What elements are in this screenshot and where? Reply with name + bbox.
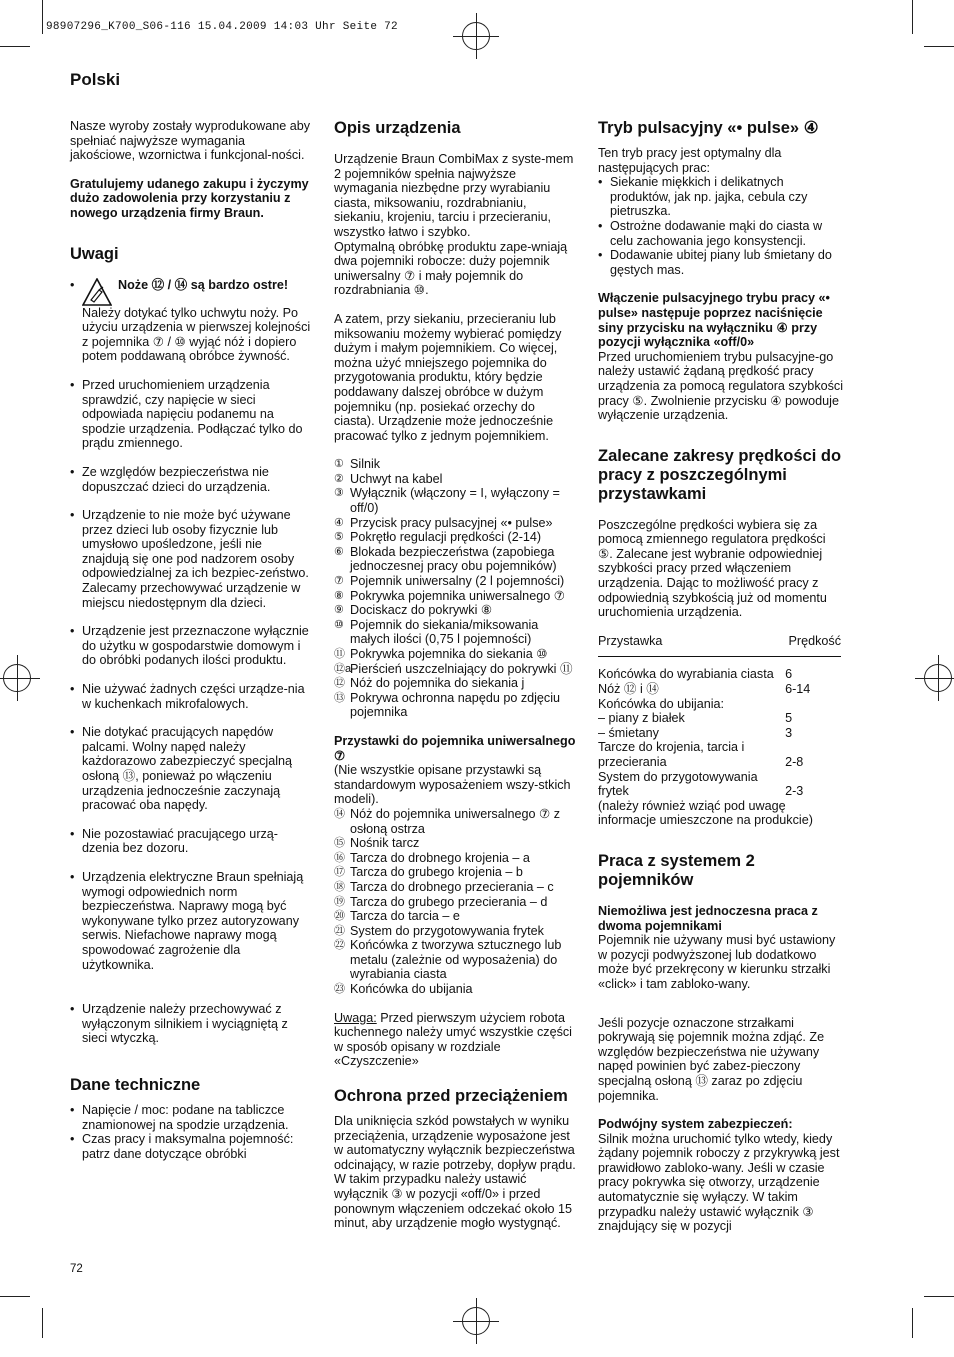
- table-row: System do przygotowywania: [598, 769, 758, 784]
- part-item: ⑧ Pokrywka pojemnika uniwersalnego ⑦: [334, 588, 565, 603]
- opis-paragraph: Urządzenie Braun CombiMax z syste-mem 2 pojemników spełnia najwyższe wymagania niezbędne przy wyrabianiu ciasta, miksowaniu, rozdrabnianiu, siekaniu, krojeniu, tarciu i przecieraniu, wszystko łatwo i szybko.: [334, 152, 574, 239]
- column-2: [334, 119, 578, 1231]
- part-item: ③ Wyłącznik (włączony = I, wyłączony = off/0): [334, 486, 560, 516]
- tech-heading: Dane techniczne: [70, 1075, 201, 1094]
- accessory-item: ⑯ Tarcza do drobnego krojenia – a: [334, 850, 530, 865]
- pulse-heading: Tryb pulsacyjny «• pulse» ④: [598, 119, 819, 137]
- crop-mark: [924, 1296, 954, 1297]
- system-paragraph: Pojemnik nie używany musi być ustawiony w pozycji podwyższonej lub dodatkowo może być przekręcony w kierunku strzałki «click» i tam zabloko-wany.: [598, 933, 836, 991]
- congrats-text: Gratulujemy udanego zakupu i życzymy dużo zadowolenia przy korzystaniu z nowego urządzenia firmy Braun.: [70, 176, 309, 220]
- table-row: Końcówka do wyrabiania ciasta 6: [598, 667, 793, 682]
- table-row: Nóż ⑫ i ⑭ 6-14: [598, 682, 811, 697]
- accessory-item: ㉓ Końcówka do ubijania: [334, 982, 473, 997]
- part-item: ⑫a Pierścień uszczelniający do pokrywki ⑪: [334, 661, 573, 676]
- page-number: 72: [70, 1263, 83, 1275]
- overload-text: Dla uniknięcia szkód powstałych w wyniku przeciążenia, urządzenie wyposażone jest w automatyczny wyłącznik bezpieczeństwa odcinający, w razie potrzeby, dopływ prądu. W takim przypadku należy ustawić wyłącznik ③ w pozycji «off/0» i przed ponownym włączeniem odczekać około 15 minut, aby urządzenie mogło wystygnąć.: [334, 1114, 576, 1231]
- crop-mark: [912, 1308, 913, 1338]
- uwaga-paragraph: [334, 1011, 578, 1069]
- crop-mark: [0, 46, 30, 47]
- table-row: przecierania 2-8: [598, 755, 804, 769]
- double-safety-text: Silnik można uruchomić tylko wtedy, kiedy żądany pojemnik roboczy z przykrywką jest prawidłowo zabloko-wany. Jeśli w czasie pracy pokrywka się otworzy, urządzenie automatycznie się wyłączy. W takim przypadku należy ustawić wyłącznik ③ znajdujący się w pozycji: [598, 1131, 840, 1234]
- accessory-item: ㉑ System do przygotowywania frytek: [334, 923, 544, 938]
- part-item: ⑥ Blokada bezpieczeństwa (zapobiega jednoczesnej pracy obu pojemników): [334, 544, 557, 574]
- note-item: • Nie pozostawiać pracującego urzą-dzenia bez dozoru.: [70, 827, 312, 856]
- uwaga-text: Przed pierwszym użyciem robota kuchennego należy umyć wszystkie części w sposób opisany w rozdziale «Czyszczenie»: [334, 1010, 572, 1069]
- pulse-bold-text: Włączenie pulsacyjnego trybu pracy «• pulse» następuje poprzez naciśnięcie siny przycisku na wyłączniku ④ przy pozycji wyłącznika «off/0»: [598, 291, 830, 350]
- note-item: • Nie dotykać pracujących napędów palcami. Wolny napęd należy każdorazowo zabezpieczyć specjalną osłoną ⑬, ponieważ po włączeniu urządzenia jednocześnie zaczynają pracować oba napędy.: [70, 725, 312, 813]
- overload-heading: Ochrona przed przeciążeniem: [334, 1087, 568, 1106]
- tech-item: • Czas pracy i maksymalna pojemność: patrz dane dotyczące obróbki: [70, 1132, 312, 1161]
- table-row: informacje umieszczone na produkcie): [598, 813, 813, 828]
- table-row: – śmietany 3: [598, 725, 793, 740]
- part-item: ② Uchwyt na kabel: [334, 471, 443, 486]
- warning-text: Należy dotykać tylko uchwytu noży. Po użyciu urządzenia w pierwszej kolejności z pojemnika ⑦ / ⑩ wyjąć nóż i dopiero potem poddawaną obróbce żywność.: [82, 305, 311, 364]
- crop-mark: [0, 1296, 30, 1297]
- column-3: [598, 119, 843, 1234]
- part-item: ⑦ Pojemnik uniwersalny (2 l pojemności): [334, 574, 565, 589]
- opis-paragraph: Optymalną obróbkę produktu zape-wniają dwa pojemniki robocze: duży pojemnik uniwersalny ⑦ i mały pojemnik do rozdrabniania ⑩.: [334, 239, 568, 298]
- pulse-intro: Ten tryb pracy jest optymalny dla następujących prac:: [598, 146, 782, 175]
- table-header-cell: Przystawka: [598, 633, 663, 648]
- double-safety-heading: Podwójny system zabezpieczeń:: [598, 1117, 793, 1132]
- print-header: 98907296_K700_S06-116 15.04.2009 14:03 Uhr Seite 72: [46, 21, 398, 33]
- tech-item: • Napięcie / moc: podane na tabliczce znamionowej na spodzie urządzenia.: [70, 1103, 312, 1132]
- part-item: ⑤ Pokrętło regulacji prędkości (2-14): [334, 530, 542, 545]
- system-paragraph: Jeśli pozycje oznaczone strzałkami pokrywają się pojemnik można zdjąć. Ze względów bezpieczeństwa nie używany napęd powinien być zabez-pieczony specjalną osłoną ⑬ zaraz po zdjęciu pojemnika.: [598, 1015, 825, 1103]
- table-row: – piany z białek 5: [598, 711, 793, 726]
- table-row: (należy również wziąć pod uwagę: [598, 798, 786, 813]
- crop-mark: [912, 0, 913, 34]
- registration-mark: [462, 22, 490, 50]
- note-item: • Urządzenia elektryczne Braun spełniają wymogi odpowiednich norm bezpieczeństwa. Naprawy mogą być wykonywane tylko przez autoryzowany serwis. Niefachowe naprawy mogą spowodować zagrożenie dla użytkownika.: [70, 870, 312, 972]
- intro-text: Nasze wyroby zostały wyprodukowane aby spełniać najwyższe wymagania jakościowe, wzornictwa i funkcjonal-ności.: [70, 119, 311, 163]
- pulse-item: • Dodawanie ubitej piany lub śmietany do gęstych mas.: [598, 248, 843, 277]
- pulse-text: Przed uruchomieniem trybu pulsacyjne-go należy ustawić żądaną prędkość pracy urządzenia za pomocą regulatora szybkości pracy ⑤. Zwolnienie przycisku ④ powoduje wyłączenie urządzenia.: [598, 349, 844, 423]
- pulse-item: • Ostrożne dodawanie mąki do ciasta w celu zachowania jego konsystencji.: [598, 219, 843, 248]
- registration-mark: [924, 664, 952, 692]
- crop-mark: [42, 1308, 43, 1338]
- system-bold-text: Niemożliwa jest jednoczesna praca z dwoma pojemnikami: [598, 903, 818, 933]
- part-item: ⑩ Pojemnik do siekania/miksowania małych ilości (0,75 l pojemności): [334, 617, 539, 647]
- part-item: ④ Przycisk pracy pulsacyjnej «• pulse»: [334, 515, 553, 530]
- table-row: Tarcze do krojenia, tarcia i: [598, 740, 745, 755]
- uwaga-label: Uwaga:: [334, 1010, 377, 1025]
- sharp-blade-warning-icon: [82, 278, 112, 306]
- warning-title: • Noże ⑫ / ⑭ są bardzo ostre!: [118, 277, 289, 292]
- accessory-item: ㉒ Końcówka z tworzywa sztucznego lub metalu (zależnie od wyposażenia) do wyrabiania ciasta: [334, 938, 562, 982]
- accessory-item: ⑱ Tarcza do drobnego przecierania – c: [334, 879, 554, 894]
- table-row: frytek 2-3: [598, 784, 804, 799]
- opis-heading: Opis urządzenia: [334, 119, 461, 137]
- registration-mark: [3, 664, 31, 692]
- part-item: ⑬ Pokrywa ochronna napędu po zdjęciu pojemnika: [334, 690, 561, 720]
- pulse-item: • Siekanie miękkich i delikatnych produktów, jak np. jajka, cebula czy pietruszka.: [598, 175, 843, 219]
- note-item: • Urządzenie jest przeznaczone wyłącznie do użytku w gospodarstwie domowym i do obróbki podanych ilości produktu.: [70, 624, 312, 668]
- warning-item: [70, 278, 312, 364]
- note-item: • Urządzenie to nie może być używane przez dzieci lub osoby fizycznie lub umysłowo upośledzone, jeśli nie znajdują się one pod nadzorem osoby odpowiedzialnej za ich bezpiec-zeństwo. Zalecamy przechowywać urządzenie w miejscu niedostępnym dla dzieci.: [70, 508, 312, 610]
- part-item: ⑫ Nóż do pojemnika do siekania j: [334, 676, 525, 691]
- part-item: ⑨ Dociskacz do pokrywki ⑧: [334, 603, 493, 618]
- speed-heading: Zalecane zakresy prędkości do pracy z poszczególnymi przystawkami: [598, 446, 842, 503]
- accessories-heading: Przystawki do pojemnika uniwersalnego ⑦: [334, 733, 576, 763]
- language-heading: Polski: [70, 70, 121, 89]
- part-item: ⑪ Pokrywka pojemnika do siekania ⑩: [334, 647, 548, 661]
- accessories-list: [334, 807, 578, 997]
- registration-mark: [462, 1307, 490, 1335]
- speed-text: Poszczególne prędkości wybiera się za pomocą zmiennego regulatora prędkości ⑤. Zalecane jest wybranie odpowiedniej szybkości pracy przed włączeniem urządzenia. Dając to możliwość pracy z odpowiednią szybkością już od momentu uruchomienia urządzenia.: [598, 517, 827, 620]
- accessories-note: (Nie wszystkie opisane przystawki są standardowym wyposażeniem wszy-stkich modeli).: [334, 763, 571, 807]
- uwagi-heading: Uwagi: [70, 244, 119, 263]
- opis-paragraph: A zatem, przy siekaniu, przecieraniu lub miksowaniu możemy wybierać pomiędzy dużym i małym pojemnikiem. Co więcej, można użyć mniejszego pojemnika do przygotowania produktu, który będzie poddawany dalszej obróbce w dużym pojemniku (np. posiekać orzechy do ciasta). Urządzenie może jednocześnie pracować tylko z jednym pojemnikiem.: [334, 311, 562, 443]
- table-header-row: [598, 634, 841, 657]
- speed-table: [598, 634, 841, 828]
- accessory-item: ⑮ Nośnik tarcz: [334, 836, 420, 851]
- accessory-item: ⑲ Tarcza do grubego przecierania – d: [334, 894, 548, 909]
- part-item: ① Silnik: [334, 457, 381, 472]
- accessory-item: ⑰ Tarcza do grubego krojenia – b: [334, 865, 523, 880]
- crop-mark: [42, 0, 43, 34]
- column-1: [70, 119, 312, 1161]
- parts-list: [334, 457, 578, 720]
- accessory-item: ⑭ Nóż do pojemnika uniwersalnego ⑦ z osłoną ostrza: [334, 806, 561, 836]
- note-item: • Urządzenie należy przechowywać z wyłączonym silnikiem i wyciągniętą z sieci wtyczką.: [70, 1002, 312, 1046]
- note-item: • Nie używać żadnych części urządze-nia w kuchenkach mikrofalowych.: [70, 682, 312, 711]
- note-item: • Ze względów bezpieczeństwa nie dopuszczać dzieci do urządzenia.: [70, 465, 312, 494]
- system-heading: Praca z systemem 2 pojemników: [598, 851, 755, 889]
- accessory-item: ⑳ Tarcza do tarcia – e: [334, 909, 460, 924]
- table-header-cell: Prędkość: [788, 633, 841, 648]
- note-item: • Przed uruchomieniem urządzenia sprawdzić, czy napięcie w sieci odpowiada napięciu podanemu na spodzie urządzenia. Podłączać tylko do prądu zmiennego.: [70, 378, 312, 451]
- table-row: Końcówka do ubijania:: [598, 696, 725, 711]
- crop-mark: [924, 46, 954, 47]
